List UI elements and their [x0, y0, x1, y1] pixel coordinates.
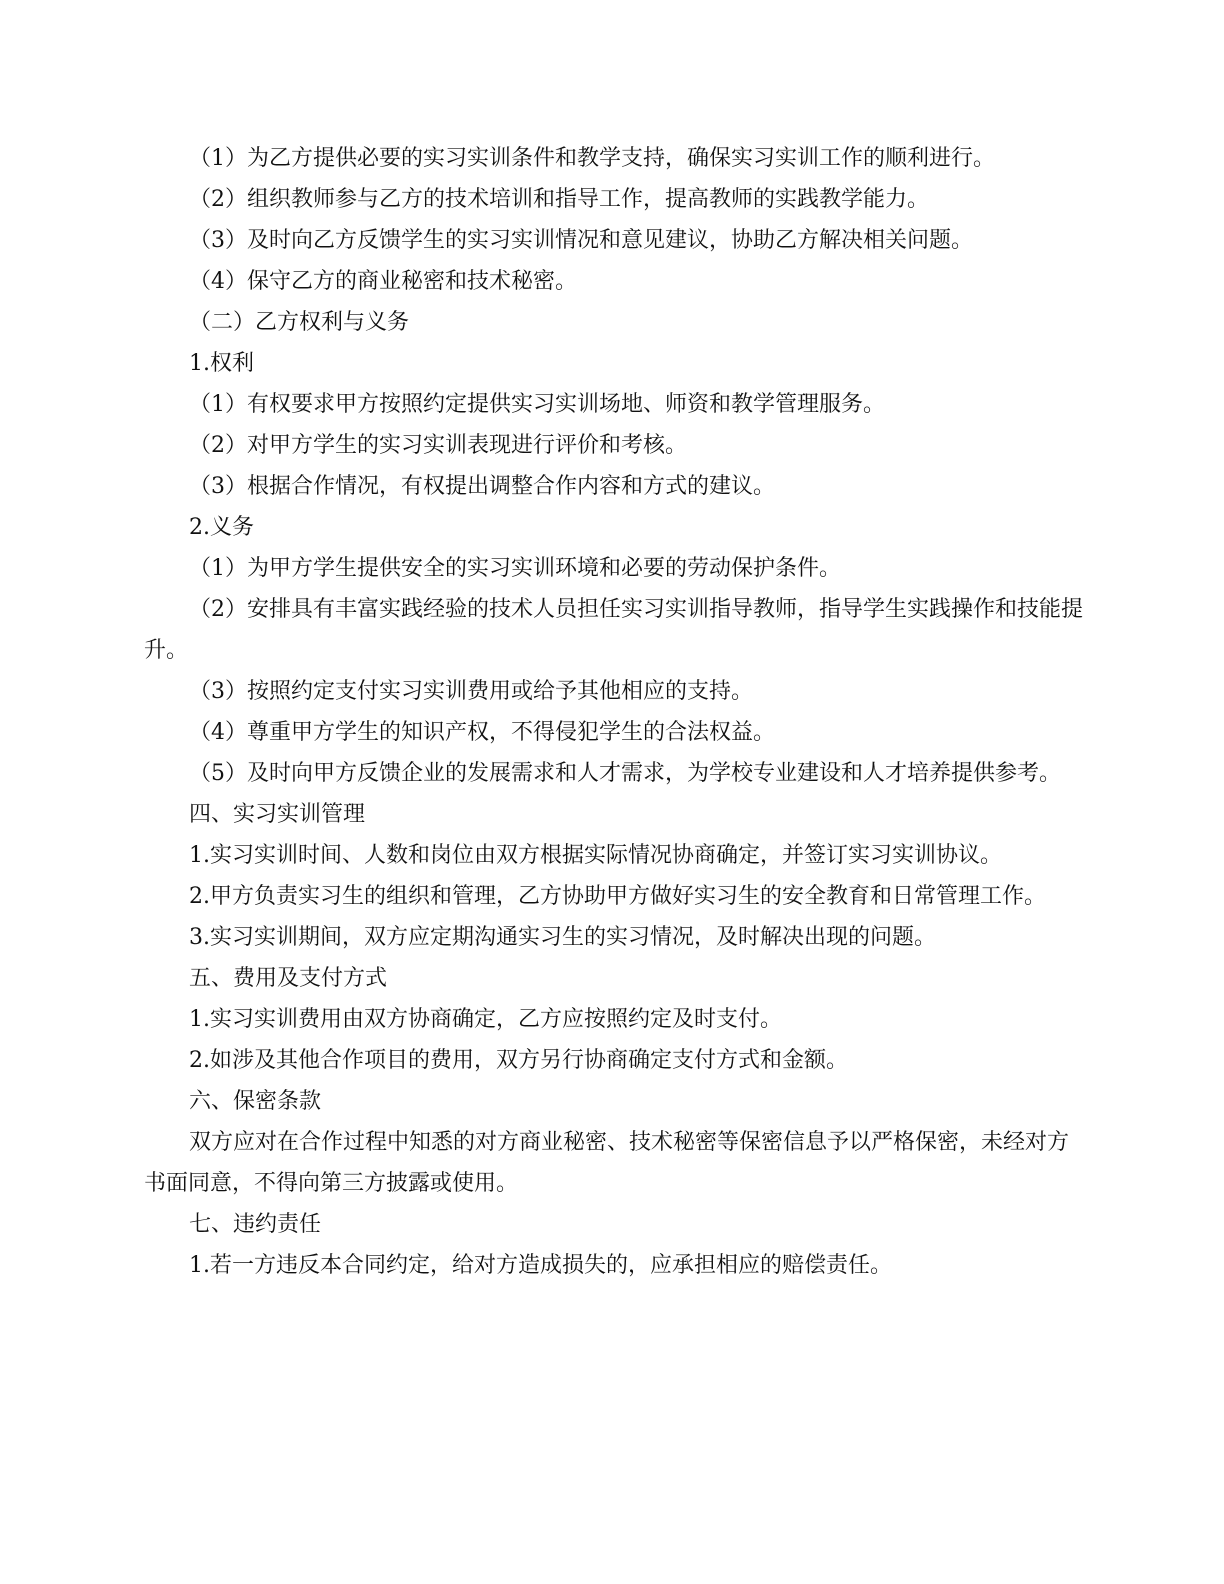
- paragraph: （1）为甲方学生提供安全的实习实训环境和必要的劳动保护条件。: [189, 556, 841, 581]
- paragraph: 2.甲方负责实习生的组织和管理，乙方协助甲方做好实习生的安全教育和日常管理工作。: [189, 884, 1046, 909]
- paragraph: （3）及时向乙方反馈学生的实习实训情况和意见建议，协助乙方解决相关问题。: [189, 228, 973, 253]
- paragraph: （4）尊重甲方学生的知识产权，不得侵犯学生的合法权益。: [189, 720, 775, 745]
- paragraph: 双方应对在合作过程中知悉的对方商业秘密、技术秘密等保密信息予以严格保密，未经对方书面同意，不得向第三方披露或使用。: [144, 1130, 1070, 1196]
- paragraph: （5）及时向甲方反馈企业的发展需求和人才需求，为学校专业建设和人才培养提供参考。: [189, 761, 1062, 786]
- paragraph: 1.若一方违反本合同约定，给对方造成损失的，应承担相应的赔偿责任。: [189, 1253, 892, 1278]
- paragraph: （4）保守乙方的商业秘密和技术秘密。: [189, 269, 577, 294]
- paragraph: 2.如涉及其他合作项目的费用，双方另行协商确定支付方式和金额。: [189, 1048, 848, 1073]
- paragraph: （2）组织教师参与乙方的技术培训和指导工作，提高教师的实践教学能力。: [189, 187, 929, 212]
- document-body: [144, 138, 1084, 1286]
- paragraph: （3）按照约定支付实习实训费用或给予其他相应的支持。: [189, 679, 753, 704]
- paragraph: （1）为乙方提供必要的实习实训条件和教学支持，确保实习实训工作的顺利进行。: [189, 146, 995, 171]
- section-heading: （二）乙方权利与义务: [189, 310, 410, 335]
- paragraph: 3.实习实训期间，双方应定期沟通实习生的实习情况，及时解决出现的问题。: [189, 925, 936, 950]
- paragraph: 1.实习实训费用由双方协商确定，乙方应按照约定及时支付。: [189, 1007, 782, 1032]
- paragraph: （2）安排具有丰富实践经验的技术人员担任实习实训指导教师，指导学生实践操作和技能提升。: [144, 597, 1084, 663]
- subsection-heading: 1.权利: [189, 351, 254, 376]
- section-heading: 六、保密条款: [189, 1089, 322, 1114]
- paragraph: （1）有权要求甲方按照约定提供实习实训场地、师资和教学管理服务。: [189, 392, 885, 417]
- paragraph: 1.实习实训时间、人数和岗位由双方根据实际情况协商确定，并签订实习实训协议。: [189, 843, 1002, 868]
- section-heading: 七、违约责任: [189, 1212, 322, 1237]
- section-heading: 五、费用及支付方式: [189, 966, 388, 991]
- subsection-heading: 2.义务: [189, 515, 254, 540]
- paragraph: （2）对甲方学生的实习实训表现进行评价和考核。: [189, 433, 687, 458]
- section-heading: 四、实习实训管理: [189, 802, 366, 827]
- paragraph: （3）根据合作情况，有权提出调整合作内容和方式的建议。: [189, 474, 775, 499]
